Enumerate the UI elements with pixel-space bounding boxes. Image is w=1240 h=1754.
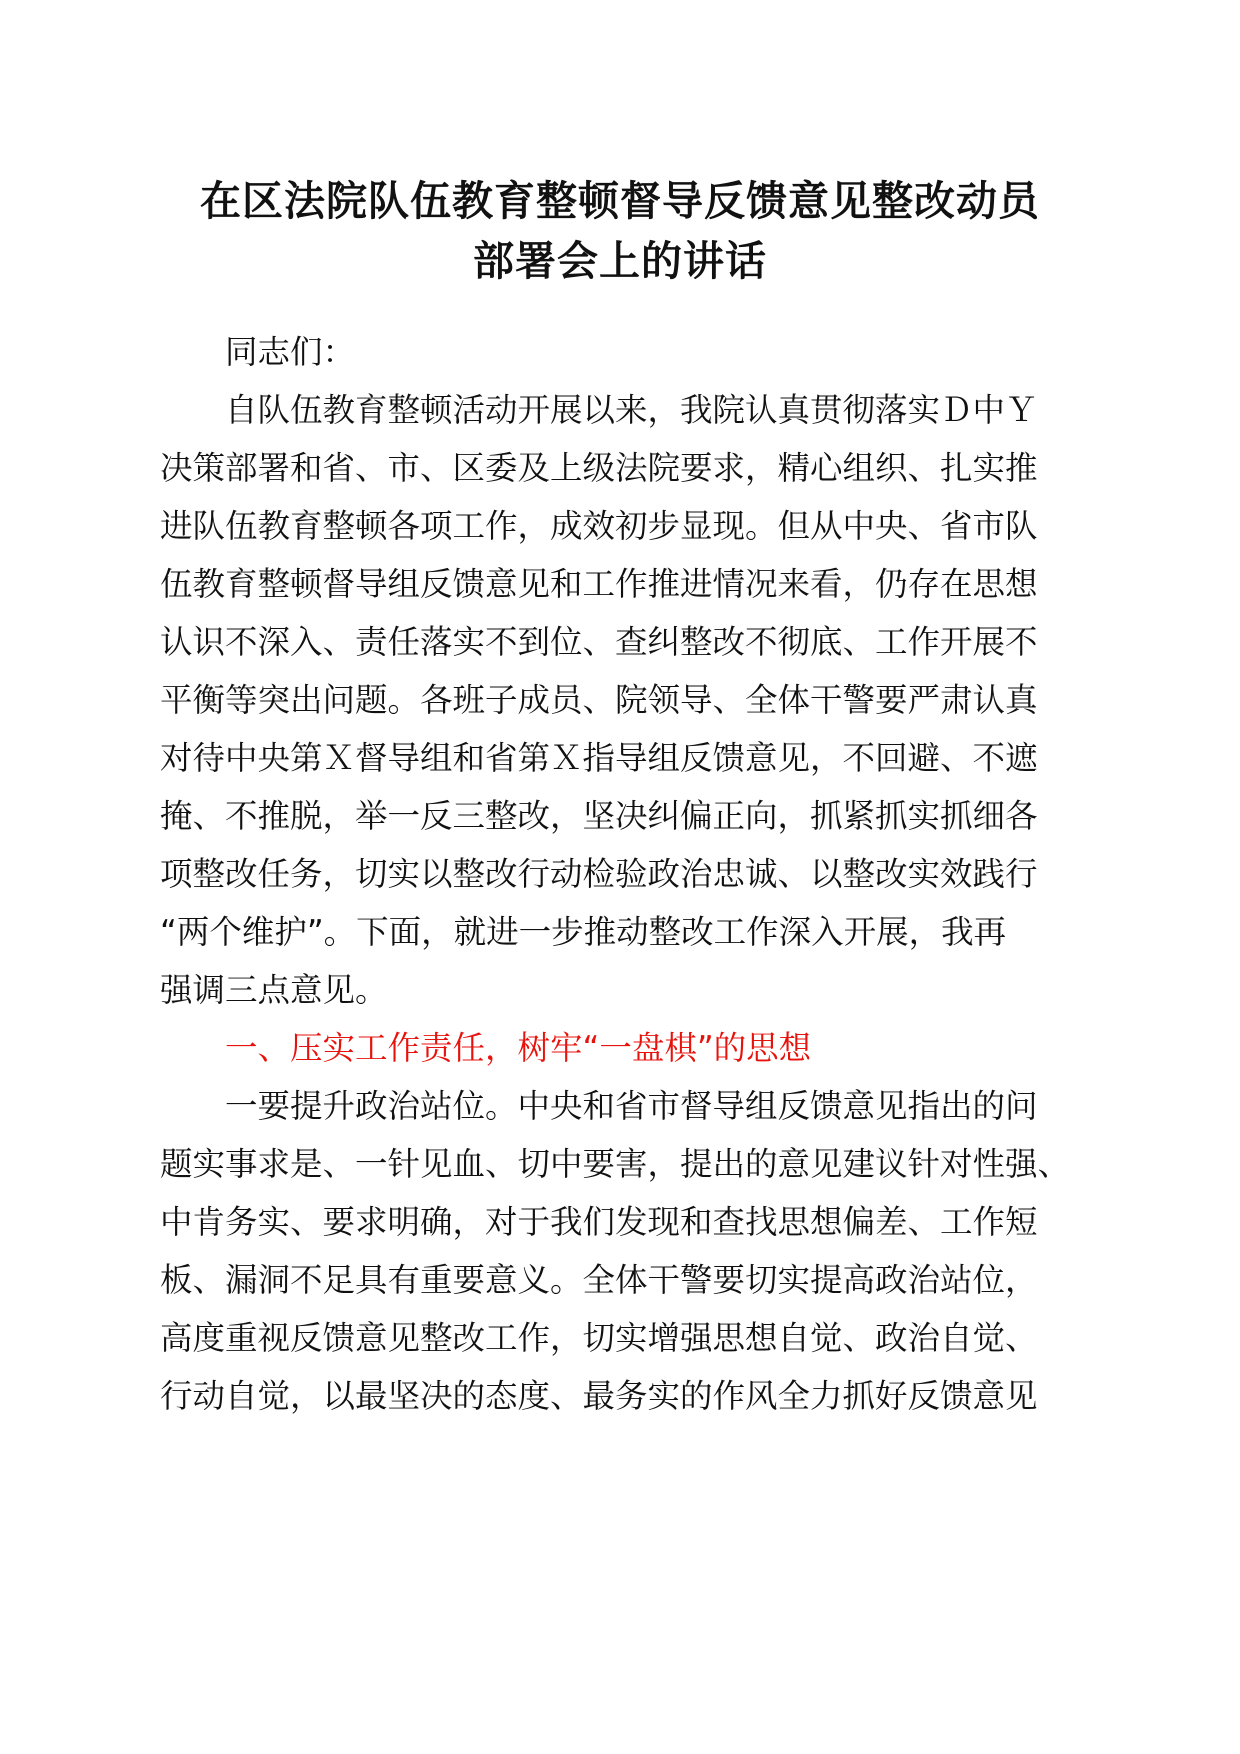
- paragraph-line: 自队伍教育整顿活动开展以来，我院认真贯彻落实Ｄ中Ｙ: [225, 391, 1038, 429]
- salutation: 同志们：: [225, 333, 356, 371]
- paragraph-line: 平衡等突出问题。各班子成员、院领导、全体干警要严肃认真: [160, 681, 1038, 719]
- document-title-line-1: 在区法院队伍教育整顿督导反馈意见整改动员: [200, 177, 1040, 225]
- paragraph-line: 题实事求是、一针见血、切中要害，提出的意见建议针对性强、: [160, 1145, 1071, 1183]
- paragraph-line: 板、漏洞不足具有重要意义。全体干警要切实提高政治站位，: [160, 1261, 1038, 1299]
- paragraph-line: 伍教育整顿督导组反馈意见和工作推进情况来看，仍存在思想: [160, 565, 1038, 603]
- paragraph-line: 决策部署和省、市、区委及上级法院要求，精心组织、扎实推: [160, 449, 1038, 487]
- paragraph-line: 对待中央第Ｘ督导组和省第Ｘ指导组反馈意见，不回避、不遮: [160, 739, 1038, 777]
- paragraph-line: 一要提升政治站位。中央和省市督导组反馈意见指出的问: [225, 1087, 1038, 1125]
- paragraph-line: 进队伍教育整顿各项工作，成效初步显现。但从中央、省市队: [160, 507, 1038, 545]
- paragraph-line: 高度重视反馈意见整改工作，切实增强思想自觉、政治自觉、: [160, 1319, 1038, 1357]
- paragraph-line: “两个维护”。下面，就进一步推动整改工作深入开展，我再: [160, 913, 1007, 951]
- paragraph-line: 项整改任务，切实以整改行动检验政治忠诚、以整改实效践行: [160, 855, 1038, 893]
- section-heading-1: 一、压实工作责任，树牢“一盘棋”的思想: [225, 1029, 812, 1067]
- paragraph-line: 强调三点意见。: [160, 971, 388, 1009]
- paragraph-line: 行动自觉，以最坚决的态度、最务实的作风全力抓好反馈意见: [160, 1377, 1038, 1415]
- document-title-line-2: 部署会上的讲话: [473, 237, 767, 285]
- paragraph-line: 掩、不推脱，举一反三整改，坚决纠偏正向，抓紧抓实抓细各: [160, 797, 1038, 835]
- paragraph-line: 认识不深入、责任落实不到位、查纠整改不彻底、工作开展不: [160, 623, 1038, 661]
- paragraph-line: 中肯务实、要求明确，对于我们发现和查找思想偏差、工作短: [160, 1203, 1038, 1241]
